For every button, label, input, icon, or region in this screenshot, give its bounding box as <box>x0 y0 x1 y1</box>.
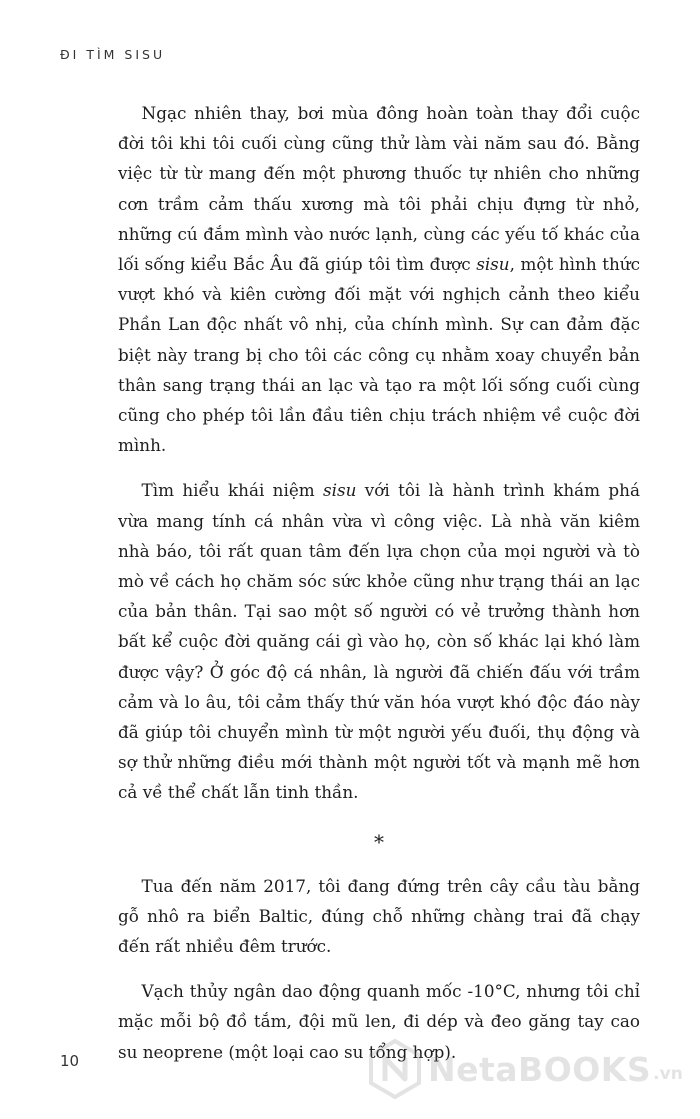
neta-logo-icon <box>366 1038 424 1100</box>
watermark-tld: .vn <box>653 1064 683 1084</box>
italic-term: sisu <box>323 480 357 501</box>
italic-term: sisu <box>476 254 510 275</box>
paragraph-3: Tua đến năm 2017, tôi đang đứng trên cây cầu tàu bằng gỗ nhô ra biển Baltic, đúng chỗ những chàng trai đã chạy đến rất nhiều đêm trước. <box>118 875 640 957</box>
paragraph-2: Tìm hiểu khái niệm sisu với tôi là hành trình khám phá vừa mang tính cá nhân vừa vì công việc. Là nhà văn kiêm nhà báo, tôi rất quan tâm đến lựa chọn của mọi người và tò mò về cách họ chăm sóc sức khỏe cũng như trạng thái an lạc của bản thân. Tại sao một số người có vẻ trưởng thành hơn bất kể cuộc đời quăng cái gì vào họ, còn số khác lại khó làm được vậy? Ở góc độ cá nhân, là người đã chiến đấu với trầm cảm và lo âu, tôi cảm thấy thứ văn hóa vượt khó độc đáo này đã giúp tôi chuyển mình từ một người yếu đuối, thụ động và sợ thử những điều mới thành một người tốt và mạnh mẽ hơn cả về thể chất lẫn tinh thần. <box>118 480 640 803</box>
paragraph-1: Ngạc nhiên thay, bơi mùa đông hoàn toàn thay đổi cuộc đời tôi khi tôi cuối cùng cũng thử làm vài năm sau đó. Bằng việc từ từ mang đến một phương thuốc tự nhiên cho những cơn trầm cảm thấu xương mà tôi phải chịu đựng từ nhỏ, những cú đắm mình vào nước lạnh, cùng các yếu tố khác của lối sống kiểu Bắc Âu đã giúp tôi tìm được sisu, một hình thức vượt khó và kiên cường đối mặt với nghịch cảnh theo kiểu Phần Lan độc nhất vô nhị, của chính mình. Sự can đảm đặc biệt này trang bị cho tôi các công cụ nhằm xoay chuyển bản thân sang trạng thái an lạc và tạo ra một lối sống cuối cùng cũng cho phép tôi lần đầu tiên chịu trách nhiệm về cuộc đời mình. <box>118 103 640 456</box>
running-header: ĐI TÌM SISU <box>60 47 166 62</box>
watermark <box>366 1037 690 1101</box>
watermark-text: NetaBOOKS <box>428 1049 652 1089</box>
section-separator: * <box>374 829 384 854</box>
paragraph-4: Vạch thủy ngân dao động quanh mốc -10°C, nhưng tôi chỉ mặc mỗi bộ đồ tắm, đội mũ len, đi dép và đeo găng tay cao su neoprene (một loại cao su tổng hợp). <box>118 981 640 1062</box>
page-number: 10 <box>60 1052 80 1070</box>
body-text <box>118 98 640 1067</box>
